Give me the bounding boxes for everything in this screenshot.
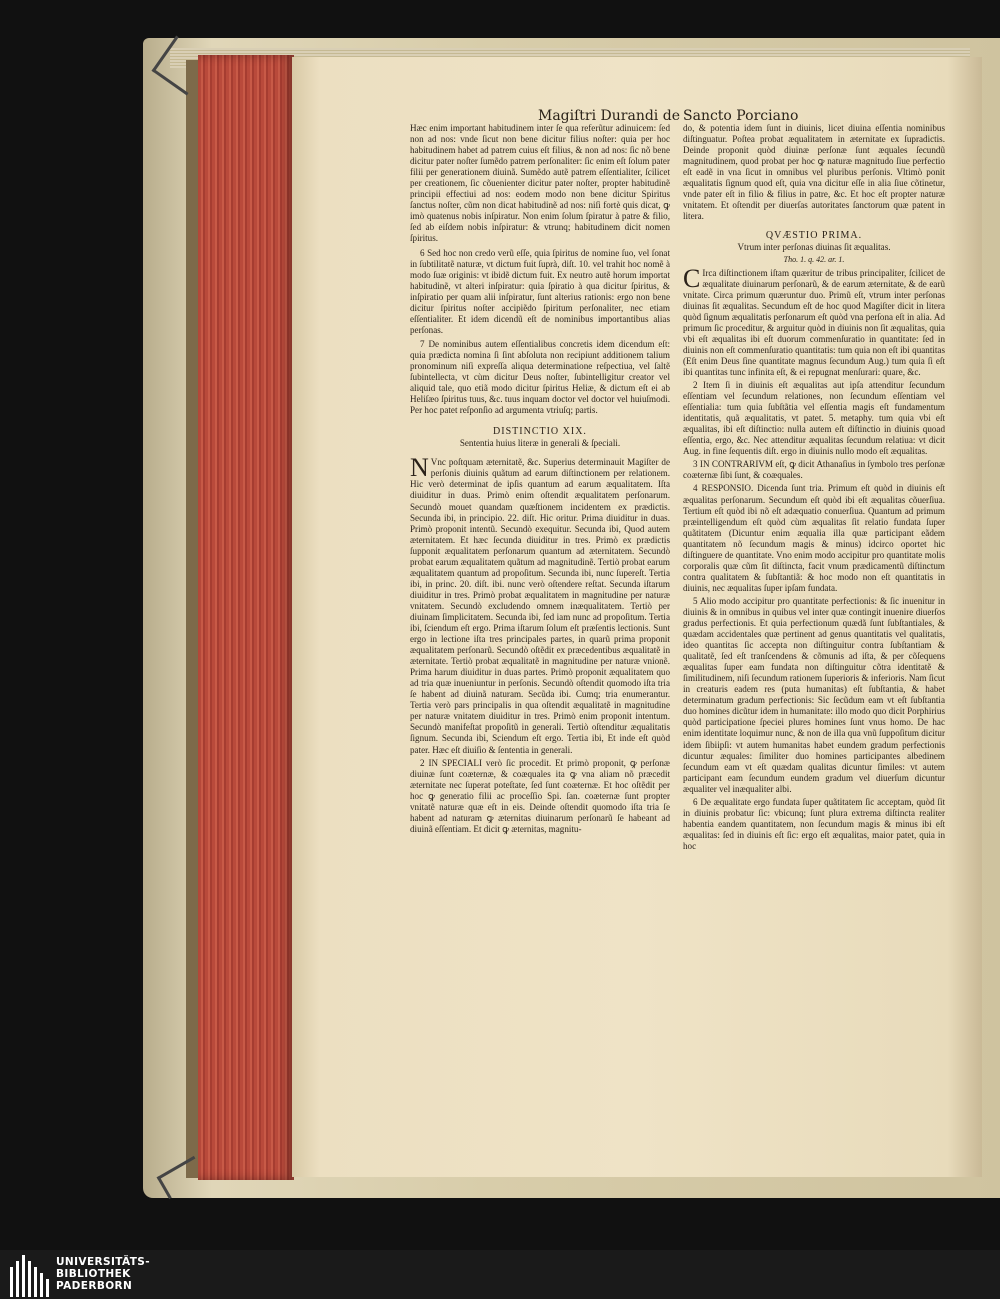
quaestio-subheading: Vtrum inter perſonas diuinas ſit æqualitas. — [737, 242, 891, 253]
reference-note: Tho. 1. q. 42. ar. 1. — [783, 254, 845, 264]
paragraph: Hæc enim important habitudinem inter ſe qua referũtur adinuicem: ſed non ad nos: vnde ſicut non bene dicitur filius noſter: quia per hoc habitudinem habet ad patrem cuius eſt filius, & non ad nos: ſic nõ bene dicitur pater noſter ſumẽdo patrem perſonaliter: ſic enim eſt ſolum pater filii per generationem diuinã. Sumẽdo autẽ patrem eſſentialiter, ſcilicet per creationem, ſic cõuenienter dicitur pater noſter, propter habitudinẽ principii effectiui ad nos: eodem modo non bene dicitur Spiritus ſanctus noſter, cũm non dicat habitudinẽ ad nos: niſi fortè quis dicat, ꝙ imò quatenus nobis inſpiratur. Non enim ſolum ſpiratur à patre & filio, ſed ab eiſdem nobis inſpiratur: & vtrunq; habitudinem dicit nomen ſpiritus. — [410, 123, 670, 244]
quaestio-heading: QVÆSTIO PRIMA. — [765, 230, 863, 242]
paragraph-2: 2 IN SPECIALI verò ſic procedit. Et primò proponit, ꝙ perſonæ diuinæ ſunt coæternæ, & coæquales ita ꝙ vna aliam nõ præcedit æternitate nec ſuperat poteſtate, ſed ſunt coæternæ. Et hoc oſtẽdit per hoc ꝙ generatio filii ac proceſſio Spi. ſan. coæternæ ſunt propter vnitatẽ naturæ quæ eſt in eis. Deinde oſtendit quomodo iſta tria ſe habent ad naturam ꝙ æternitas diuinarum perſonarũ ſe habeant ad diuinã eſſentiam. Et dicit ꝙ æternitas, magnitu- — [410, 757, 670, 834]
paragraph-main: Irca diſtinctionem iſtam quæritur de tribus principaliter, ſcilicet de æqualitate diuinarum perſonarũ, & de earum æternitate, & de earũ vnitate. Circa primum quæruntur duo. Primũ eſt, vtrum inter perſonas diuinas ſit æqualitas. Secundum eſt de hoc quod Magiſter dicit in litera quòd ſignum æqualitatis perſonarum eſt quòd vna perſona eſt in alia. Ad primum ſic proceditur, & arguitur quòd in diuinis non ſit æqualitas, quia vbi eſt æqualitas ibi eſt duorum commenſuratio in quantitate: ſed in diuinis non eſt commenſuratio quantitatis: tum quia non eſt ibi quantitas (Eſt enim Deus ſine quantitate magnus ſecundum Aug.) tum quia ſi eſt ibi quantitas tunc infinita eſt, & ei repugnat menſurari: quare, &c. — [683, 267, 945, 377]
drop-cap: C — [683, 263, 701, 293]
library-name-line1: UNIVERSITÄTS- — [56, 1256, 151, 1268]
paragraph-5: 5 Alio modo accipitur pro quantitate perfectionis: & ſic inuenitur in diuinis & in omnibus in quibus vel inter quæ contingit inuenire diuerſos gradus perfectionis. Et quia perfectionum quædã ſunt ſubſtantiales, & quædam accidentales quæ pertinent ad genus quantitatis vel qualitatis, ideo quantitas ſic accepta non diſtinguitur contra ſubſtantiam & qualitatẽ, ſed eſt tranſcendens & cõmunis ad iſta, & per cõſequens æqualitas ſuper eam fundata non diſtinguitur cõtra identitatẽ & ſimilitudinem, niſi ſecundum rationem ſuperioris & inferioris. Nam ſicut in creaturis eadem res (puta humanitas) eſt ſubſtantia, & habet determinatum gradum perfectionis: Sic ſecũdum eam vt eſt ſubſtantia duo homines dicũtur idem in humanitate: illo modo quo dicit Porphirius quòd participatione ſpeciei plures homines ſunt vnus homo. De hac enim identitate loquimur nunc, & non de illa qua vnũ ſuppoſitum dicitur idem ſibiipſi: vt autem humanitas habet eundem gradum perfectionis dicuntur æquales: ſimiliter duo homines participantes albedinem ſecundum eam vt eſt quædam qualitas dicuntur ſimiles: vt autem participant eam ſecundum eundem gradum vel diuerſum dicuntur æqualiter vel inæqualiter albi. — [683, 595, 945, 794]
running-header-left: Magiſtri Durandi de — [538, 108, 680, 124]
distinctio-heading: DISTINCTIO XIX. — [493, 426, 587, 438]
university-logo-icon — [10, 1253, 50, 1297]
paragraph-main: Vnc poſtquam æternitatẽ, &c. Superius determinauit Magiſter de perſonis diuinis quãtum ad earum diſtinctionem per relationem. Hic verò determinat de ipſis quantum ad earum æqualitatem. Iſta diuiditur in duas. Primò enim oſtendit æqualitatem perſonarum. Secundò mouet quandam quæſtionem incidentem ex prædictis. Secunda ibi, in principio. 22. diſt. Hic oritur. Prima diuiditur in duas. Primò proponit intentũ. Secundò exequitur. Secunda ibi, Quod autem æternitatem. Et hæc ſecunda diuiditur in tres. Primò ex prædictis ſupponit æqualitatem perſonarum quantum ad æternitatem. Secundò probat earum æqualitatem quãtum ad magnitudinẽ. Tertiò probat earum æqualitatem quantum ad propoſitum. Secunda ibi, nunc ſupereſt. Tertia ibi, in princ. 20. diſt. ibi. nunc verò oſtendere reſtat. Secunda iſtarum diuiditur in tres. Primò probat æqualitatem in magnitudine per naturæ vnitatem. Secundò excludendo omnem inæqualitatem. Tertiò per diuinam ſimplicitatem. Secunda ibi, ſed iam nunc ad propoſitum. Tertia ibi, ſciendum eſt ergo. Prima iſtarum ſolum eſt præſentis lectionis. Sunt ergo in lectione iſta tres principales partes, in quarũ prima proponit æqualitatem perſonarũ. Secundò oſtẽdit ex præcedentibus æqualitatẽ in æternitate. Tertiò probat æqualitatẽ in magnitudine per naturæ vnionẽ. Prima harum diuiditur in duas partes. Primò proponit æqualitatem quo ad tria quæ inueniuntur in perſonis. Secundò oſtendit quomodo iſta tria ſe habent ad diuinã naturam. Secũda ibi. Cumq; tria enumerantur. Tertia verò pars principalis in qua oſtendit æqualitatẽ in magnitudine per naturæ vnitatem diuiditur in tres. Primò enim proponit intentum. Secundò manifeſtat propoſitũ in generali. Tertiò oſtenditur æqualitatis ſignum. Secunda ibi, Sciendum eſt ergo. Tertia ibi, Et inde eſt quòd pater. Hæc eſt diuiſio & ſententia in generali. — [410, 457, 670, 755]
paragraph-4: 4 RESPONSIO. Dicenda ſunt tria. Primum eſt quòd in diuinis eſt æqualitas perſonarum. Secundum eſt quòd ibi eſt æqualitas cõuerſiua. Tertium eſt quòd ibi nõ eſt adæquatio conuerſiua. Quantum ad primum præintelligendum eſt quòd cùm æqualitas ſit relatio fundata ſuper quãtitatem (Dicuntur enim æqualia illa quæ participant eãdem quantitatem nõ ſecundum magis & minus) idcirco oportet hic diſtinguere de quantitate. Vno enim modo accipitur pro quantitate molis corporalis quæ cũm ſit diſtincta, facit vnum prædicamentũ diſtinctum contra qualitatem & ſubſtantiã: & hoc modo non eſt quantitatis in diuinis, nec æqualitas ſuper ipſam fundata. — [683, 483, 945, 593]
left-column — [410, 123, 670, 835]
library-name-line2: BIBLIOTHEK — [56, 1268, 131, 1280]
distinctio-subheading: Sententia huius literæ in generali & ſpeciali. — [459, 438, 621, 449]
red-page-edges — [198, 55, 294, 1180]
paragraph-2: 2 Item ſi in diuinis eſt æqualitas aut ipſa attenditur ſecundum eſſentiam vel ſecundum relationes, non ſecundum eſſentiam vel eſſentialia: tum quia ſubſtãtia vel eſſentia magis eſt fundamentum identitatis, quã æqualitatis, vt patet. 5. metaphy. tum quia vbi eſt æqualitas, ibi eſt diſtinctio: nulla autem eſt diſtinctio in diuinis quoad eſſentia, ergo, &c. Nec attenditur æqualitas ſecundum relatiua: vt dicit Aug. in fine ſequentis diſt. ergo in diuinis nullo modo eſt æqualitas. — [683, 380, 945, 457]
running-header-right: Sancto Porciano — [683, 108, 799, 124]
drop-cap: N — [410, 453, 429, 483]
paragraph: do, & potentia idem ſunt in diuinis, licet diuina eſſentia nominibus diſtinguatur. Poſtea probat æqualitatem in æternitate ex ſupradictis. Deinde proponit quòd diuinæ perſonæ ſunt æquales ſecundũ magnitudinem, quod probat per hoc ꝙ naturæ magnitudo ſiue perfectio eſt eadẽ in vna ſicut in omnibus vel pluribus perſonis. Vltimò ponit æqualitatis ſignum quod eſt, quia vna dicitur eſſe in alia ſiue cõtinetur, vnde pater eſt in filio & filius in patre, &c. Et hoc eſt propter naturæ vnitatem. Et oſtendit per diuerſas autoritates ſanctorum quæ patent in litera. — [683, 123, 945, 222]
library-name[interactable] — [56, 1256, 150, 1292]
paragraph-3: 3 IN CONTRARIVM eſt, ꝙ dicit Athanaſius in ſymbolo tres perſonæ coæternæ ſibi ſunt, & coæquales. — [683, 459, 945, 481]
right-column — [683, 123, 945, 852]
library-name-line3: PADERBORN — [56, 1280, 133, 1292]
paragraph-6: 6 Sed hoc non credo verũ eſſe, quia ſpiritus de nomine ſuo, vel ſonat in ſubtilitatẽ naturæ, vt dictum fuit ſuprà, diſt. 10. vel trahit hoc nomẽ à modo ſuæ originis: vt ibidẽ dictum fuit. Ex neutro autẽ horum importat habitudinẽ, vt alteri inſpiratur: quia ſpiratio à qua dicitur ſpiritus, & inſpiratio per quam alii inſpiratur, ſunt alterius rationis: ergo non bene dicitur ſpiritus noſter accipiẽdo ſpiritum perſonaliter, nec etiam eſſentialiter. Et idem dicendũ eſt de nominibus importantibus alias perſonas. — [410, 247, 670, 335]
paragraph-7: 7 De nominibus autem eſſentialibus concretis idem dicendum eſt: quia prædicta nomina ſi ſint abſoluta non recipiunt additionem talium pronominum niſi expreſſa aliqua determinatione reſpectiua, vel ſaltẽ ſubintellecta, vt cùm dicitur Deus noſter, ſubintelligitur creator vel aliquid tale, quo etiã modo dicitur ſpiritus Heliæ, & dictum eſt ei ab Heliſæo ſpiritus tuus, &c. tuus inquam doctor vel doctor vel huiuſmodi. Per hoc patet reſponſio ad argumenta vtriuſq; partis. — [410, 338, 670, 416]
footer-bar — [0, 1250, 1000, 1299]
paragraph-6: 6 De æqualitate ergo fundata ſuper quãtitatem ſic acceptam, quòd ſit in diuinis probatur ſic: vbicunq; ſunt plura extrema diſtincta realiter habentia eandem quantitatem, non ſecundum magis & minus ibi eſt æqualitas: ſed in diuinis eſt ſic: ergo eſt æqualitas, maior patet, quia in hoc — [683, 796, 945, 851]
